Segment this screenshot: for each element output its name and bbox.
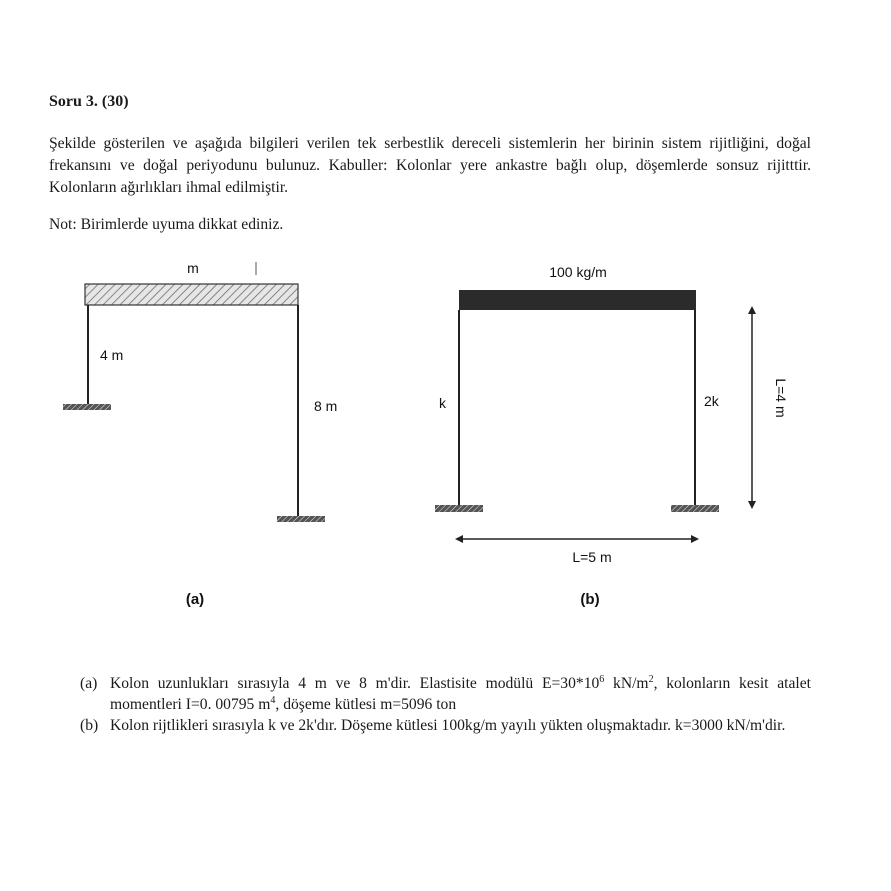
caption-b: (b) [580,591,600,608]
arrow-down-icon [748,501,756,509]
part-b [80,715,811,736]
arrow-right-icon [691,535,699,543]
width-label: L=5 m [572,549,612,565]
question-title: Soru 3. (30) [49,93,129,110]
caption-a: (a) [185,591,205,608]
width-dimension [455,535,699,565]
arrow-up-icon [748,306,756,314]
part-b-tag: (b) [80,717,99,734]
load-label: 100 kg/m [549,264,607,280]
part-a [80,673,811,715]
left-column-length-label: 4 m [100,347,124,363]
mass-label-a: m [187,260,199,276]
slab-b [459,290,696,310]
figure-a [63,260,337,608]
units-note: Not: Birimlerde uyuma dikkat ediniz. [49,216,284,233]
arrow-left-icon [455,535,463,543]
slab-a [85,284,298,305]
question-intro: Şekilde gösterilen ve aşağıda bilgileri verilen tek serbestlik dereceli sistemlerin her birinin sistem rijitliğini, doğal frekansını ve doğal periyodunu bulunuz. Kabuller: Kolonlar yere ankastre bağlı olup, döşemlerde sonsuz rijitttir. Kolonların ağırlıkları ihmal edilmiştir. [49,135,811,196]
figure-b [435,264,789,608]
left-stiffness-label: k [439,395,446,411]
right-fixed-support-b [671,505,719,512]
part-a-text: Kolon uzunlukları sırasıyla 4 m ve 8 m'dir. Elastisite modülü $E=30*10^6$ $kN/m^2$, kolonların kesit atalet momentleri I=0. 00795 $m^4$, döşeme kütlesi m=5096 ton [110,673,812,713]
height-label: L=4 m [773,378,789,418]
parts-list [80,673,811,736]
part-b-text: Kolon rijtlikleri sırasıyla k ve 2k'dır. Döşeme kütlesi 100kg/m yayılı yükten oluşmaktadır. k=3000 kN/m'dir. [110,717,786,734]
right-column-length-label: 8 m [314,398,338,414]
right-stiffness-label: 2k [704,393,719,409]
left-fixed-support-b [435,505,483,512]
right-fixed-support-a [277,516,325,522]
height-dimension [748,306,789,509]
part-a-tag: (a) [80,675,98,692]
left-fixed-support-a [63,404,111,410]
